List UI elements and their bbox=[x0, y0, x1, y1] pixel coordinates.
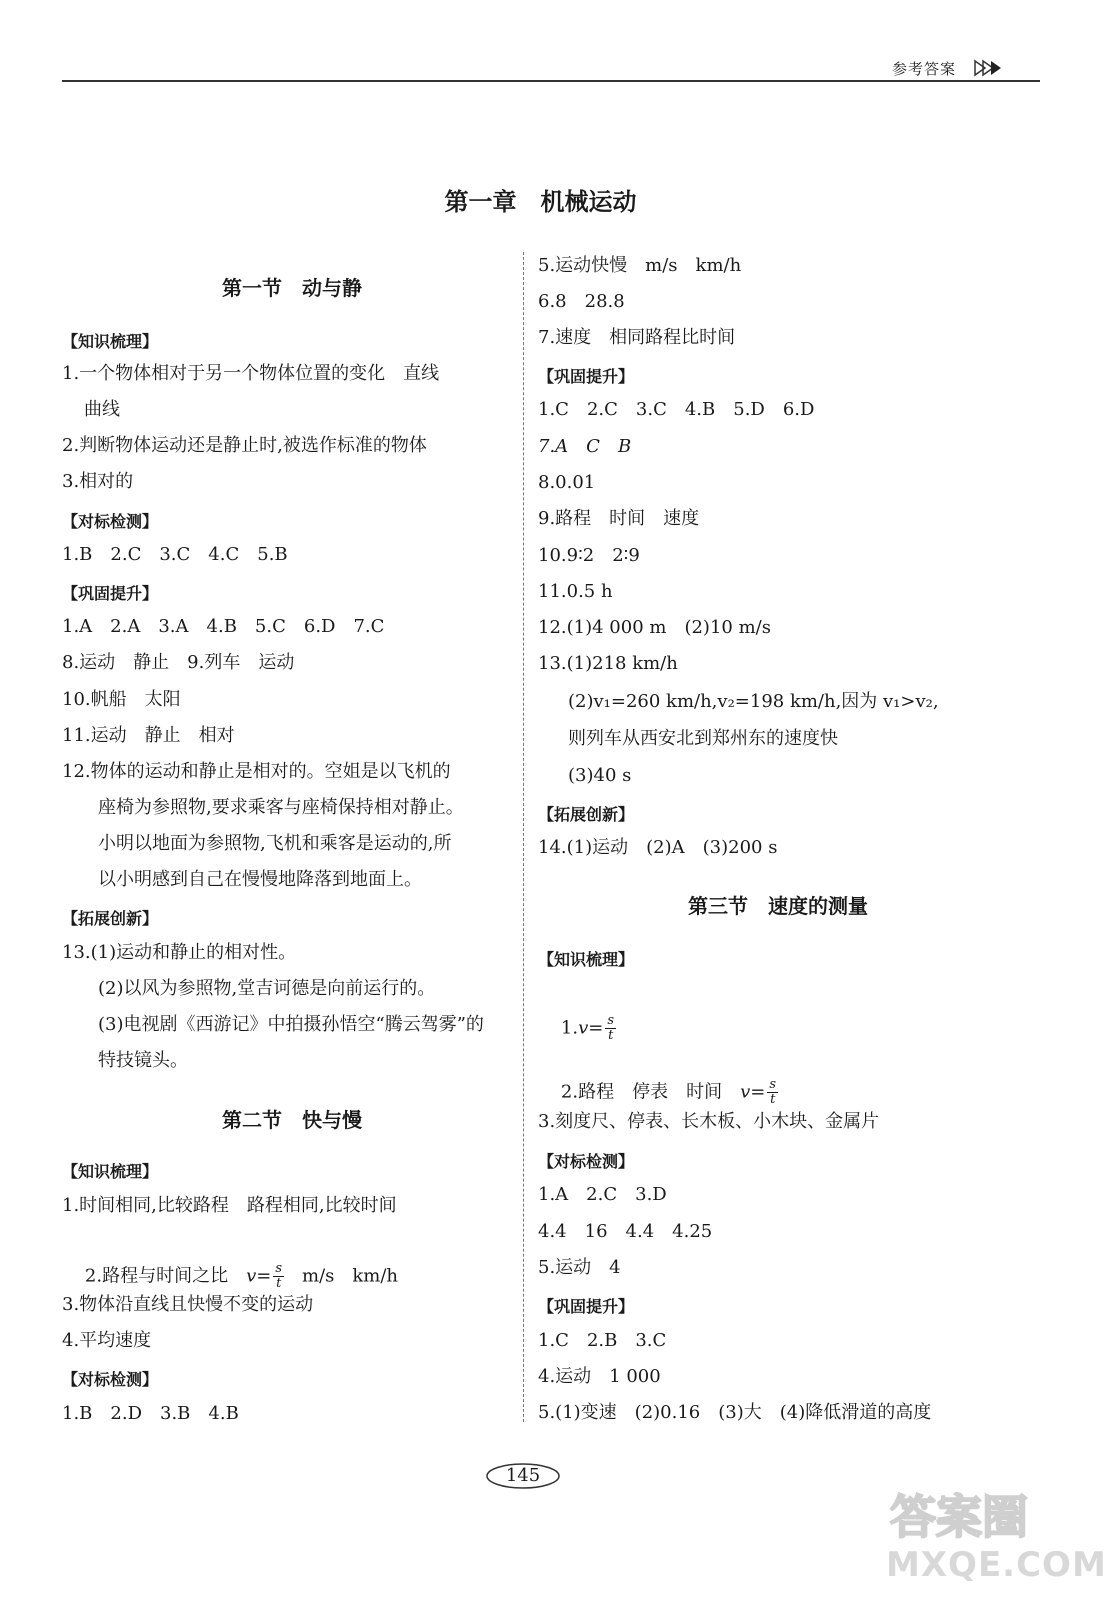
section-heading: 【知识梳理】 bbox=[538, 950, 635, 969]
formula-var: v bbox=[740, 1081, 751, 1103]
answer-line: 3.物体沿直线且快慢不变的运动 bbox=[62, 1294, 314, 1315]
section-title: 第三节 速度的测量 bbox=[688, 894, 868, 918]
fraction-denominator: t bbox=[608, 1028, 614, 1043]
answer-line: 5.运动快慢 m/s km/h bbox=[538, 255, 742, 276]
answer-line: 则列车从西安北到郑州东的速度快 bbox=[568, 728, 838, 749]
section-heading: 【巩固提升】 bbox=[538, 1297, 635, 1316]
chapter-title: 第一章 机械运动 bbox=[444, 188, 637, 216]
answer-line: 8.0.01 bbox=[538, 472, 596, 493]
answer-line: 1.C 2.C 3.C 4.B 5.D 6.D bbox=[538, 399, 815, 420]
arrow-icon bbox=[975, 60, 1005, 76]
fraction-denominator: t bbox=[770, 1092, 776, 1107]
formula-eq: = bbox=[588, 1017, 604, 1039]
formula-text: 2.路程与时间之比 bbox=[84, 1265, 247, 1287]
answer-line: 1.A 2.C 3.D bbox=[538, 1184, 667, 1205]
formula-var: v bbox=[578, 1017, 589, 1039]
answer-line: 12.物体的运动和静止是相对的。空姐是以飞机的 bbox=[62, 761, 451, 782]
answer-line: 1.时间相同,比较路程 路程相同,比较时间 bbox=[62, 1195, 397, 1216]
answer-line: 以小明感到自己在慢慢地降落到地面上。 bbox=[98, 869, 422, 890]
answer-line: 12.(1)4 000 m (2)10 m/s bbox=[538, 617, 771, 638]
column-divider bbox=[523, 252, 524, 1422]
fraction-numerator: s bbox=[275, 1261, 283, 1276]
section-heading: 【知识梳理】 bbox=[62, 332, 159, 351]
answer-line: 9.路程 时间 速度 bbox=[538, 508, 700, 529]
formula-text: 2.路程 停表 时间 bbox=[560, 1081, 741, 1103]
watermark-logo bbox=[890, 1485, 1060, 1543]
answer-line: 特技镜头。 bbox=[98, 1050, 188, 1071]
answer-line: 4.平均速度 bbox=[62, 1330, 152, 1351]
answer-line: 3.刻度尺、停表、长木板、小木块、金属片 bbox=[538, 1111, 880, 1132]
answer-line-formula bbox=[538, 992, 616, 1065]
answer-line: 11.运动 静止 相对 bbox=[62, 725, 235, 746]
page-number-text: 145 bbox=[505, 1465, 541, 1486]
answer-line: 13.(1)218 km/h bbox=[538, 653, 678, 674]
answer-line: (3)40 s bbox=[568, 765, 632, 786]
section-heading: 【对标检测】 bbox=[538, 1152, 635, 1171]
fraction bbox=[767, 1078, 778, 1107]
answer-line: 14.(1)运动 (2)A (3)200 s bbox=[538, 837, 778, 858]
answer-line: 座椅为参照物,要求乘客与座椅保持相对静止。 bbox=[98, 797, 464, 818]
answer-line: 6.8 28.8 bbox=[538, 291, 625, 312]
answer-line: (3)电视剧《西游记》中拍摄孙悟空“腾云驾雾”的 bbox=[98, 1014, 484, 1035]
page-number bbox=[485, 1462, 561, 1490]
answer-line: (2)以风为参照物,堂吉诃德是向前运行的。 bbox=[98, 978, 436, 999]
formula-text: 1. bbox=[560, 1017, 579, 1039]
answer-line: 5.运动 4 bbox=[538, 1257, 621, 1278]
fraction-numerator: s bbox=[769, 1077, 777, 1092]
watermark bbox=[880, 1485, 1107, 1595]
section-heading: 【巩固提升】 bbox=[62, 584, 159, 603]
answer-line: 10.9∶2 2∶9 bbox=[538, 545, 640, 566]
answer-line: 1.B 2.D 3.B 4.B bbox=[62, 1403, 239, 1424]
fraction-numerator: s bbox=[607, 1013, 615, 1028]
answer-line: 7.速度 相同路程比时间 bbox=[538, 327, 736, 348]
answer-line: 5.(1)变速 (2)0.16 (3)大 (4)降低滑道的高度 bbox=[538, 1402, 932, 1423]
answer-line: 8.运动 静止 9.列车 运动 bbox=[62, 652, 295, 673]
answer-line: 10.帆船 太阳 bbox=[62, 689, 181, 710]
header-label: 参考答案 bbox=[892, 60, 957, 78]
answer-line: 3.相对的 bbox=[62, 471, 134, 492]
header-rule bbox=[62, 80, 1040, 82]
section-heading: 【拓展创新】 bbox=[62, 909, 159, 928]
answer-line: 1.一个物体相对于另一个物体位置的变化 直线 bbox=[62, 363, 440, 384]
watermark-domain: MXQE.COM bbox=[886, 1545, 1107, 1585]
answer-line: 1.C 2.B 3.C bbox=[538, 1330, 667, 1351]
section-title: 第一节 动与静 bbox=[222, 276, 362, 300]
answer-line: 4.4 16 4.4 4.25 bbox=[538, 1221, 713, 1242]
formula-eq: = bbox=[750, 1081, 766, 1103]
answer-line: 曲线 bbox=[84, 399, 120, 420]
section-title: 第二节 快与慢 bbox=[222, 1108, 362, 1132]
answer-line: 1.B 2.C 3.C 4.C 5.B bbox=[62, 544, 288, 565]
section-heading: 【对标检测】 bbox=[62, 1370, 159, 1389]
answer-line: 13.(1)运动和静止的相对性。 bbox=[62, 942, 297, 963]
answer-line: 小明以地面为参照物,飞机和乘客是运动的,所 bbox=[98, 833, 452, 854]
answer-line: 7.A C B bbox=[538, 436, 632, 457]
fraction-denominator: t bbox=[276, 1276, 282, 1291]
section-heading: 【拓展创新】 bbox=[538, 805, 635, 824]
answer-line: 1.A 2.A 3.A 4.B 5.C 6.D 7.C bbox=[62, 616, 385, 637]
fraction bbox=[605, 1014, 616, 1043]
section-heading: 【知识梳理】 bbox=[62, 1162, 159, 1181]
watermark-logo-text: 答案圈 bbox=[890, 1490, 1028, 1544]
formula-units: m/s km/h bbox=[284, 1265, 399, 1287]
answer-line: 4.运动 1 000 bbox=[538, 1366, 661, 1387]
section-heading: 【对标检测】 bbox=[62, 512, 159, 531]
fraction bbox=[273, 1262, 284, 1291]
answer-line: 2.判断物体运动还是静止时,被选作标准的物体 bbox=[62, 435, 427, 456]
answer-line: 11.0.5 h bbox=[538, 581, 613, 602]
section-heading: 【巩固提升】 bbox=[538, 367, 635, 386]
formula-var: v bbox=[246, 1265, 257, 1287]
formula-eq: = bbox=[256, 1265, 272, 1287]
answer-line: (2)v₁=260 km/h,v₂=198 km/h,因为 v₁>v₂, bbox=[568, 691, 939, 712]
